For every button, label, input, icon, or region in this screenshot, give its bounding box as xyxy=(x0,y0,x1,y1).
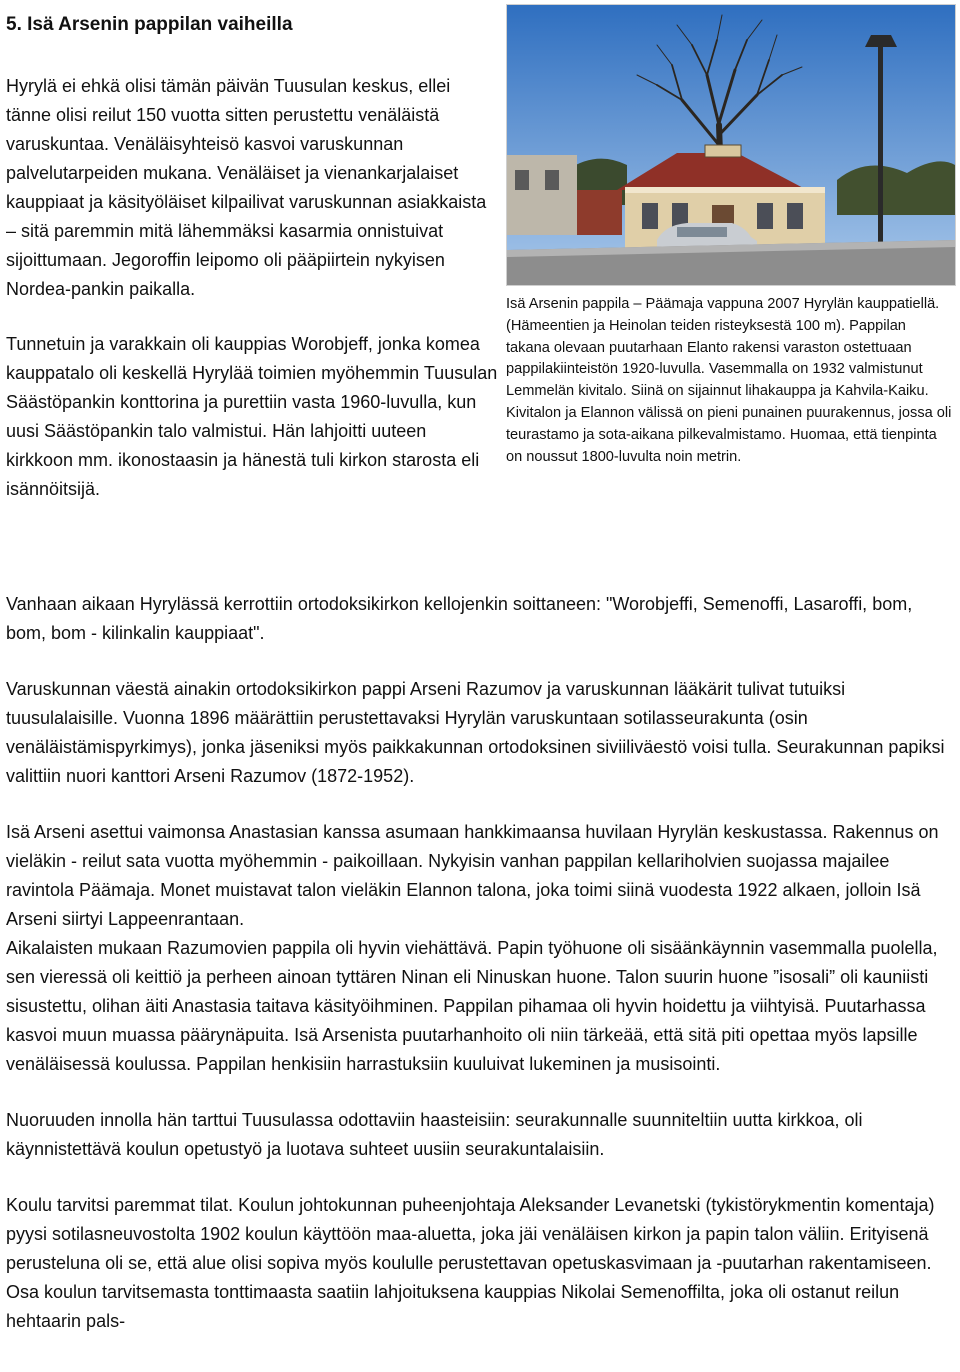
body-paragraph-2: Varuskunnan väestä ainakin ortodoksikirkon pappi Arseni Razumov ja varuskunnan lääkärit tulivat tutuiksi tuusulalaisille. Vuonna 1896 määrättiin perustettavaksi Hyrylän varuskuntaan sotilasseurakunta (osin venäläistämispyrkimys), jonka jäseniksi myös paikkakunnan ortodoksinen siviiliväestö voisi tulla. Seurakunnan papiksi valittiin nuori kanttori Arseni Razumov (1872-1952). xyxy=(6,679,945,786)
pappila-photo xyxy=(506,4,956,286)
body-paragraph-1: Vanhaan aikaan Hyrylässä kerrottiin ortodoksikirkon kellojenkin soittaneen: "Worobjeffi, Semenoffi, Lasaroffi, bom, bom, bom - kilinkalin kauppiaat". xyxy=(6,594,913,643)
intro-paragraph-2: Tunnetuin ja varakkain oli kauppias Worobjeff, jonka komea kauppatalo oli keskellä Hyrylää toimien myöhemmin Tuusulan Säästöpankin konttorina ja purettiin vasta 1960-luvulla, kun uusi Säästöpankin talo valmistui. Hän lahjoitti uuteen kirkkoon mm. ikonostaasin ja hänestä tuli kirkon starosta eli isännöitsijä. xyxy=(6,334,498,499)
body-paragraph-4: Aikalaisten mukaan Razumovien pappila oli hyvin viehättävä. Papin työhuone oli sisäänkäynnin vasemmalla puolella, sen vieressä oli keittiö ja perheen ainoan tyttären Ninan eli Ninuskan huone. Talon suurin huone ”isosali” oli kauniisti sisustettu, olihan äiti Anastasia taitava käsityöihminen. Pappilan pihamaa oli hyvin hoidettu ja viihtyisä. Puutarhassa kasvoi muun muassa päärynäpuita. Isä Arsenista puutarhanhoito oli niin tärkeää, että sitä piti opettaa myös lapsille venäläisessä koulussa. Pappilan henkisiin harrastuksiin kuuluivat lukeminen ja musisointi. xyxy=(6,938,938,1074)
body-paragraph-5: Nuoruuden innolla hän tarttui Tuusulassa odottaviin haasteisiin: seurakunnalle suunniteltiin uutta kirkkoa, oli käynnistettävä koulun opetustyö ja luotava suhteet uusiin seurakuntalaisiin. xyxy=(6,1110,863,1159)
intro-paragraph-1: Hyrylä ei ehkä olisi tämän päivän Tuusulan keskus, ellei tänne olisi reilut 150 vuotta sitten perustettu venäläistä varuskuntaa. Venäläisyhteisö kasvoi varuskunnan palvelutarpeiden mukana. Venäläiset ja vienankarjalaiset kauppiaat ja käsityöläiset kilpailivat varuskunnan asiakkaista – sitä paremmin mitä lähemmäksi kasarmia onnistuivat sijoittumaan. Jegoroffin leipomo oli pääpiirtein nykyisen Nordea-pankin paikalla. xyxy=(6,76,487,299)
body-paragraph-3: Isä Arseni asettui vaimonsa Anastasian kanssa asumaan hankkimaansa huvilaan Hyrylän keskustassa. Rakennus on vieläkin - reilut sata vuotta myöhemmin - paikoillaan. Nykyisin vanhan pappilan kellariholvien suojassa majailee ravintola Päämaja. Monet muistavat talon vieläkin Elannon talona, joka toimi siinä vuodesta 1922 alkaen, jolloin Isä Arseni siirtyi Lappeenrantaan. xyxy=(6,822,939,929)
intro-column xyxy=(6,72,498,530)
section-title: 5. Isä Arsenin pappilan vaiheilla xyxy=(6,14,293,35)
photo-caption: Isä Arsenin pappila – Päämaja vappuna 2007 Hyrylän kauppatiellä. (Hämeentien ja Heinolan teiden risteyksestä 100 m). Pappilan takana olevaan puutarhaan Elanto rakensi varaston ostettuaan pappilakiinteistön 1920-luvulla. Vasemmalla on 1932 valmistunut Lemmelän kivitalo. Siinä on sijainnut lihakauppa ja Kahvila-Kaiku. Kivitalon ja Elannon välissä on pieni punainen puurakennus, jossa oli teurastamo ja sota-aikana pilkevalmistamo. Huomaa, että tienpinta on noussut 1800-luvulta noin metrin. xyxy=(506,296,952,465)
body-paragraph-6: Koulu tarvitsi paremmat tilat. Koulun johtokunnan puheenjohtaja Aleksander Levanetski (tykistörykmentin komentaja) pyysi sotilasneuvostolta 1902 koulun käyttöön maa-aluetta, joka jäi venäläisen kirkon ja papin talon väliin. Erityisenä perusteluna oli se, että alue olisi sopiva myös koululle perustettavan opetuskasvimaan ja -puutarhan rakentamiseen. Osa koulun tarvitsemasta tonttimaasta saatiin lahjoituksena kauppias Nikolai Semenoffilta, joka oli ostanut reilun hehtaarin pals- xyxy=(6,1195,935,1331)
body-text xyxy=(6,590,954,1363)
